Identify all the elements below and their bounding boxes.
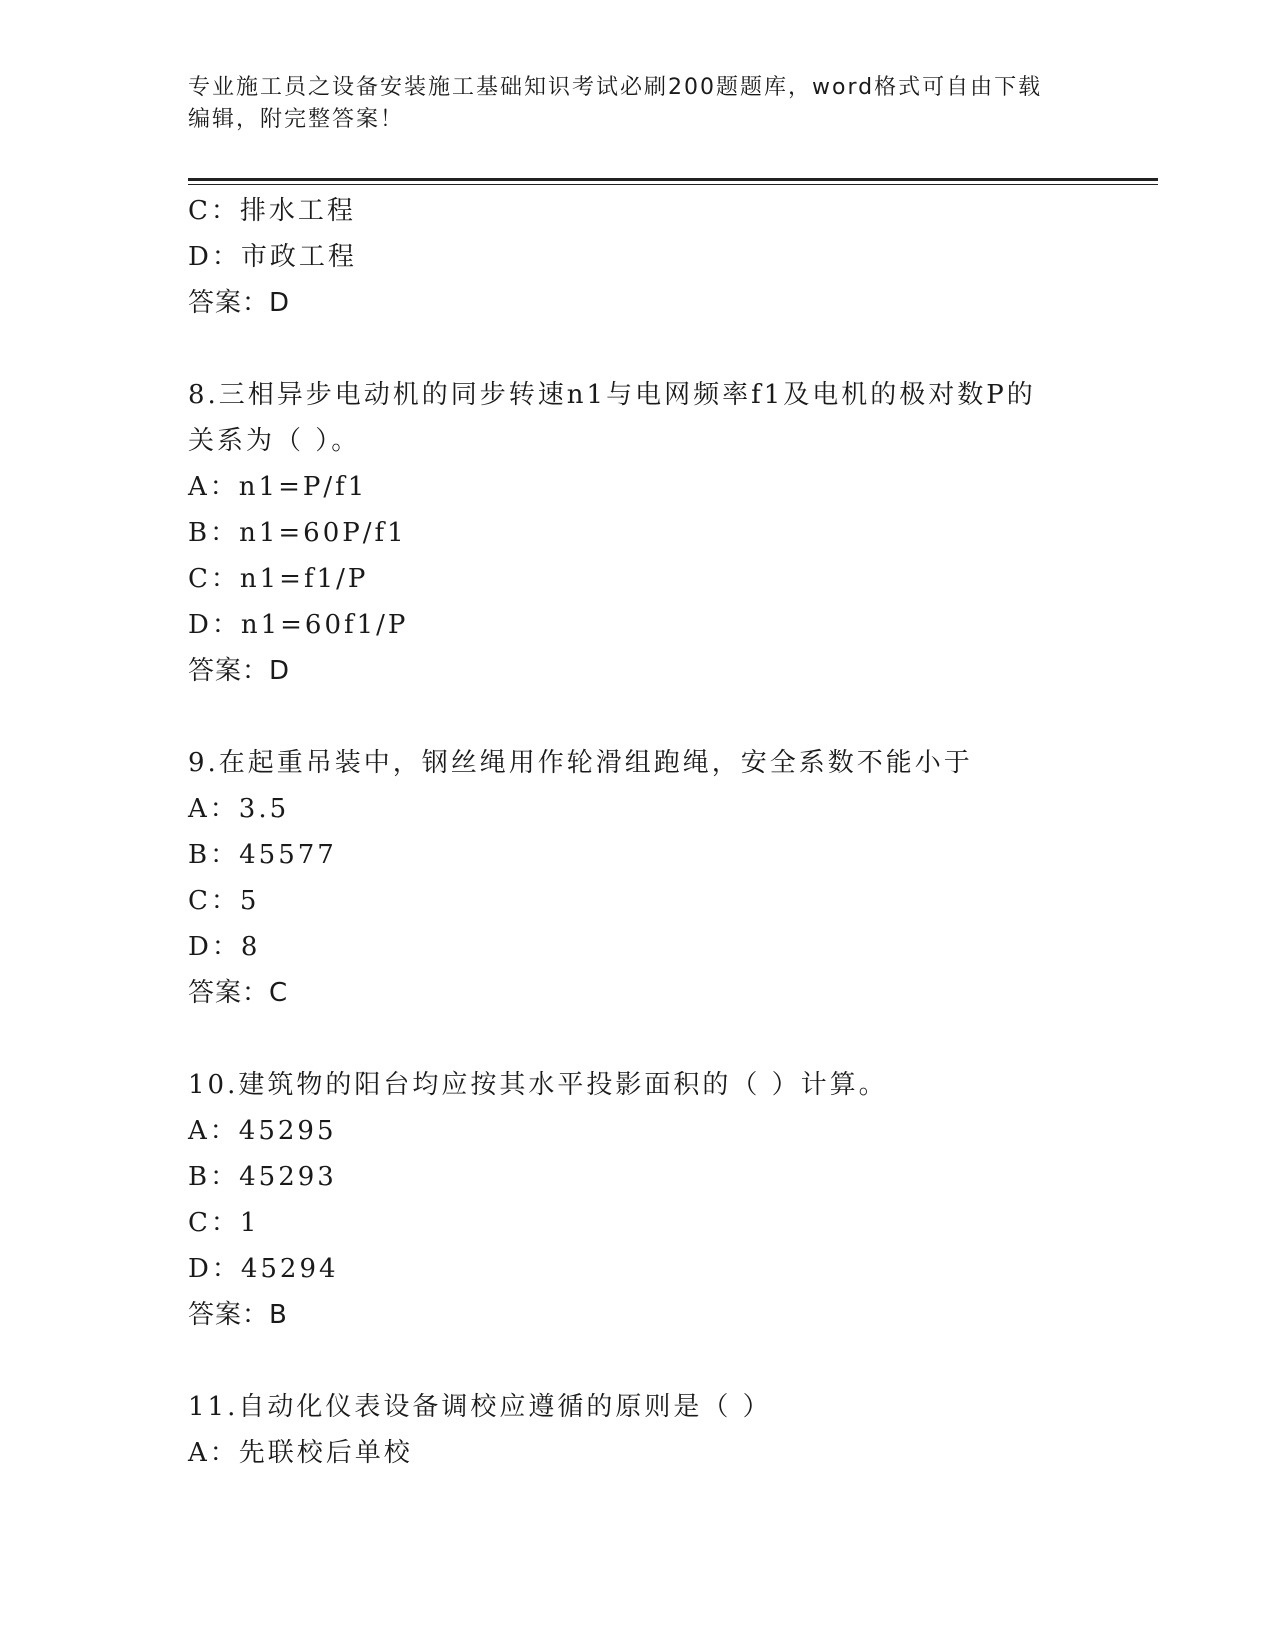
question-10 bbox=[188, 1062, 1088, 1338]
answer-line: 答案：C bbox=[188, 978, 289, 1008]
question-stem-continued: 关系为（ ）。 bbox=[188, 426, 361, 456]
question-stem: 11.自动化仪表设备调校应遵循的原则是（ ） bbox=[188, 1392, 772, 1422]
answer-line: 答案：B bbox=[188, 1300, 288, 1330]
spacer bbox=[188, 1016, 1088, 1062]
question-7-tail bbox=[188, 188, 1088, 326]
header-title-line-1: 专业施工员之设备安装施工基础知识考试必刷200题题库，word格式可自由下载 bbox=[188, 75, 1043, 100]
question-9 bbox=[188, 740, 1088, 1016]
spacer bbox=[188, 326, 1088, 372]
header-divider-thick bbox=[188, 178, 1158, 181]
option-d: D：n1=60f1/P bbox=[188, 610, 409, 640]
option-c: C：1 bbox=[188, 1208, 260, 1238]
option-d: D：8 bbox=[188, 932, 261, 962]
answer-line: 答案：D bbox=[188, 656, 291, 686]
option-d: D：市政工程 bbox=[188, 242, 357, 272]
option-b: B：45577 bbox=[188, 840, 337, 870]
spacer bbox=[188, 1338, 1088, 1384]
question-stem: 9.在起重吊装中，钢丝绳用作轮滑组跑绳，安全系数不能小于 bbox=[188, 748, 973, 778]
option-a: A：3.5 bbox=[188, 794, 290, 824]
option-b: B：45293 bbox=[188, 1162, 337, 1192]
option-a: A：45295 bbox=[188, 1116, 337, 1146]
question-11 bbox=[188, 1384, 1088, 1476]
option-b: B：n1=60P/f1 bbox=[188, 518, 407, 548]
question-stem: 10.建筑物的阳台均应按其水平投影面积的（ ）计算。 bbox=[188, 1070, 888, 1100]
header-divider-thin bbox=[188, 184, 1158, 185]
document-header bbox=[188, 72, 1068, 136]
option-c: C：5 bbox=[188, 886, 260, 916]
option-c: C：n1=f1/P bbox=[188, 564, 369, 594]
option-a: A：先联校后单校 bbox=[188, 1438, 413, 1468]
option-a: A：n1=P/f1 bbox=[188, 472, 368, 502]
header-title-line-2: 编辑，附完整答案！ bbox=[188, 107, 405, 132]
spacer bbox=[188, 694, 1088, 740]
question-list bbox=[188, 188, 1088, 1476]
question-8 bbox=[188, 372, 1088, 694]
answer-line: 答案：D bbox=[188, 288, 291, 318]
question-stem: 8.三相异步电动机的同步转速n1与电网频率f1及电机的极对数P的 bbox=[188, 380, 1036, 410]
option-d: D：45294 bbox=[188, 1254, 339, 1284]
option-c: C：排水工程 bbox=[188, 196, 356, 226]
